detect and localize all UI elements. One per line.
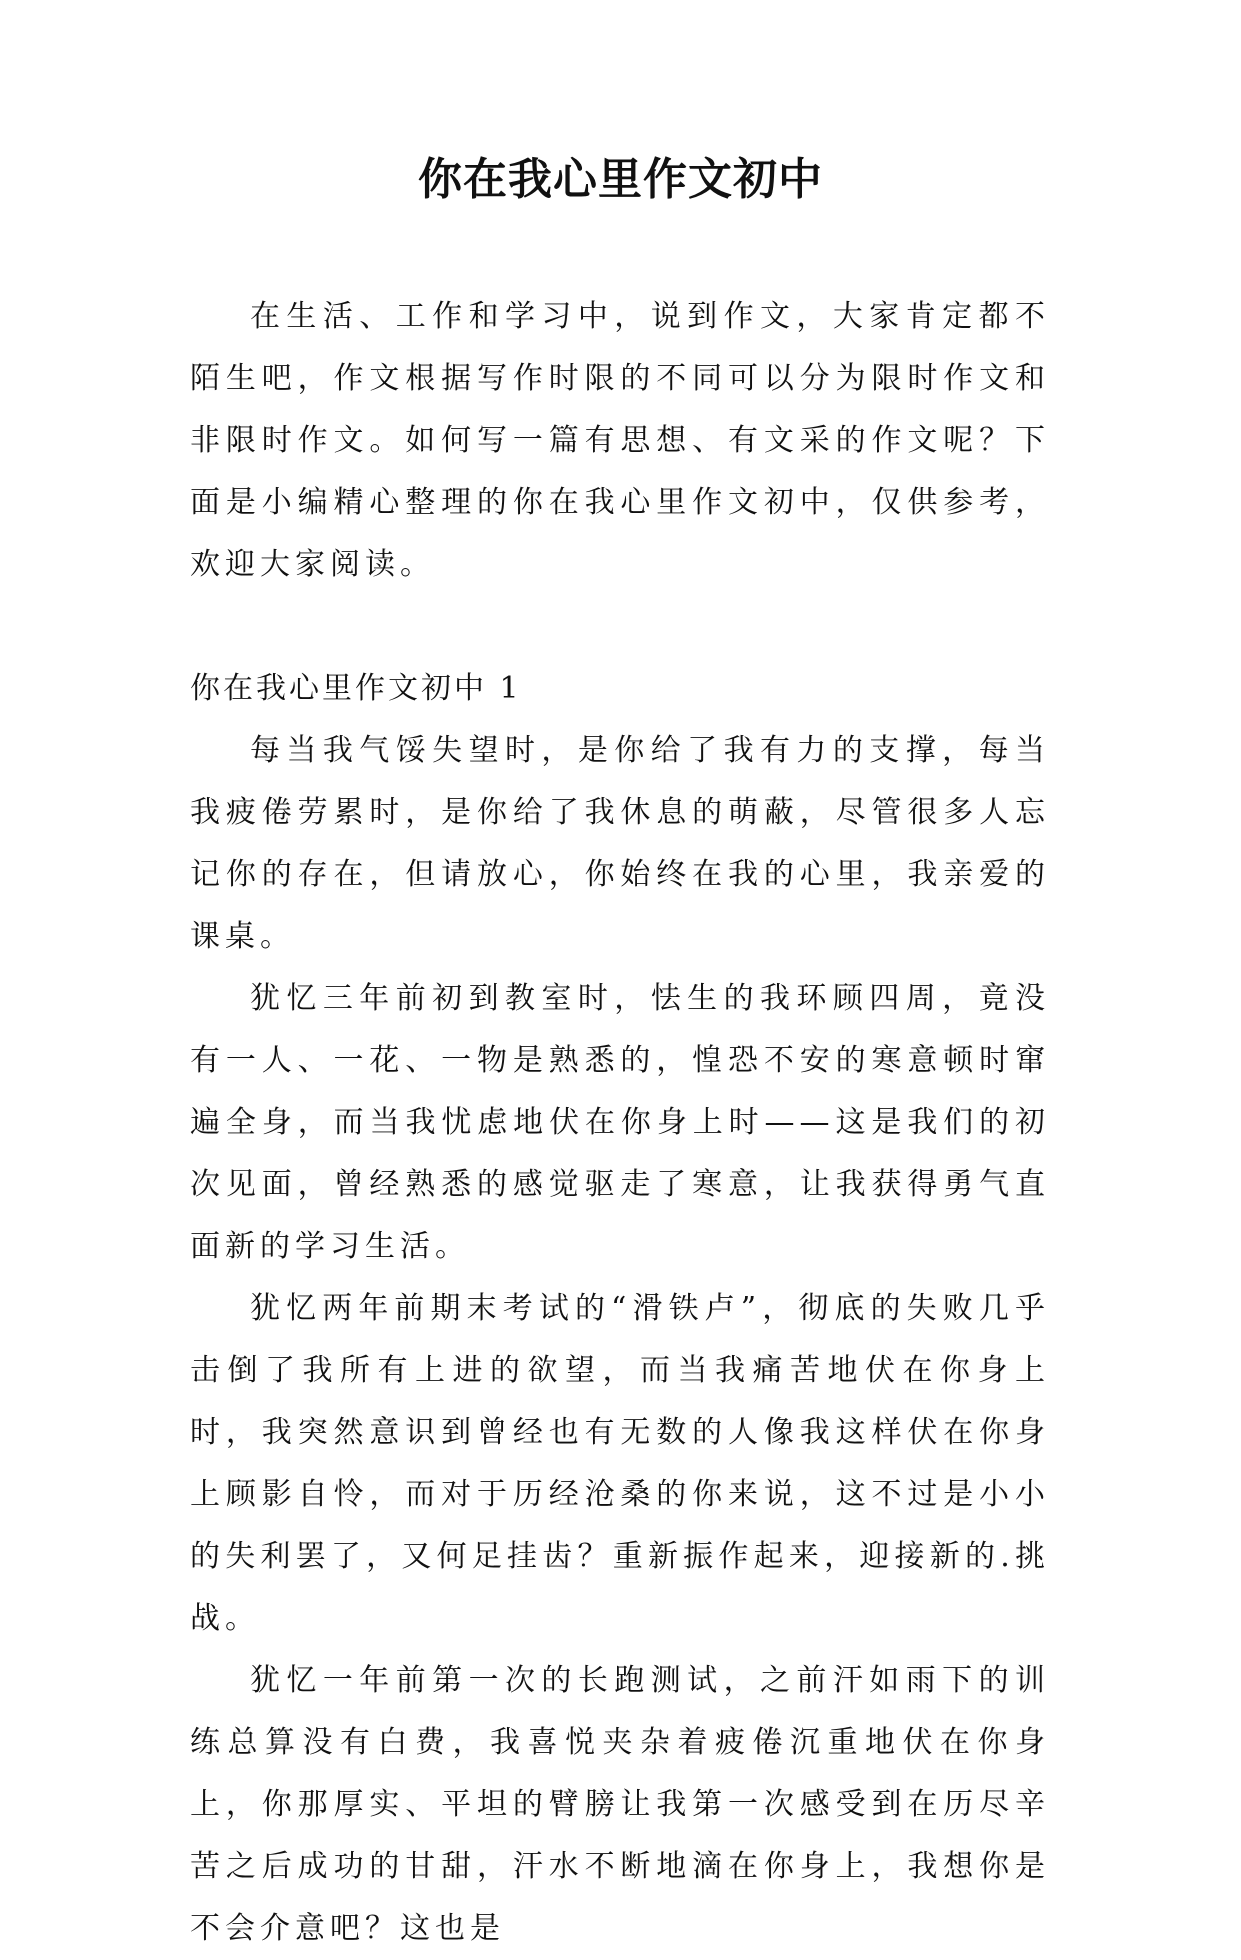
document-body	[190, 286, 1050, 1960]
body-paragraph: 犹忆三年前初到教室时，怯生的我环顾四周，竟没有一人、一花、一物是熟悉的，惶恐不安的寒意顿时窜遍全身，而当我忧虑地伏在你身上时——这是我们的初次见面，曾经熟悉的感觉驱走了寒意，让我获得勇气直面新的学习生活。	[190, 981, 1050, 1264]
body-paragraph: 每当我气馁失望时，是你给了我有力的支撑，每当我疲倦劳累时，是你给了我休息的萌蔽，尽管很多人忘记你的存在，但请放心，你始终在我的心里，我亲爱的课桌。	[190, 733, 1050, 954]
body-paragraph: 犹忆一年前第一次的长跑测试，之前汗如雨下的训练总算没有白费，我喜悦夹杂着疲倦沉重地伏在你身上，你那厚实、平坦的臂膀让我第一次感受到在历尽辛苦之后成功的甘甜，汗水不断地滴在你身上，我想你是不会介意吧？这也是	[190, 1663, 1050, 1946]
intro-paragraph: 在生活、工作和学习中，说到作文，大家肯定都不陌生吧，作文根据写作时限的不同可以分为限时作文和非限时作文。如何写一篇有思想、有文采的作文呢？下面是小编精心整理的你在我心里作文初中，仅供参考，欢迎大家阅读。	[190, 299, 1050, 582]
document-title: 你在我心里作文初中	[418, 154, 823, 205]
paragraph-spacer	[190, 596, 1050, 658]
section-heading: 你在我心里作文初中 1	[190, 671, 522, 706]
body-paragraph: 犹忆两年前期末考试的“滑铁卢”，彻底的失败几乎击倒了我所有上进的欲望，而当我痛苦地伏在你身上时，我突然意识到曾经也有无数的人像我这样伏在你身上顾影自怜，而对于历经沧桑的你来说，这不过是小小的失利罢了，又何足挂齿？重新振作起来，迎接新的.挑战。	[190, 1291, 1050, 1636]
